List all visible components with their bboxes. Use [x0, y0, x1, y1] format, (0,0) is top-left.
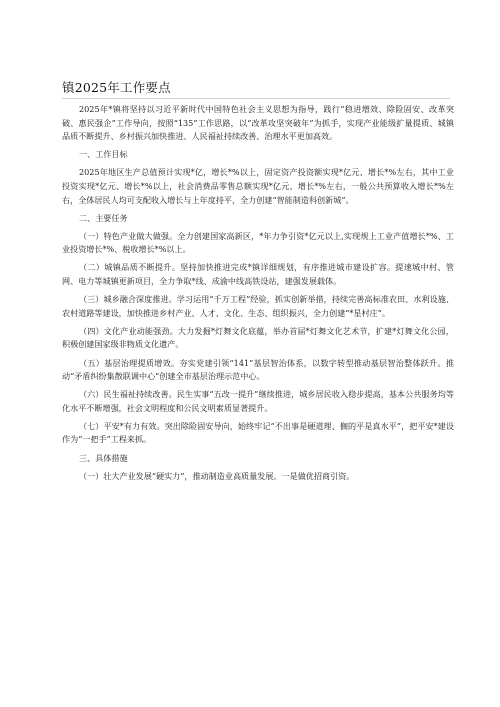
measures-paragraph-1: （一）壮大产业发展“硬实力”，推动制造业高质量发展。一是做优招商引资。: [79, 470, 355, 481]
document-title: 镇2025年工作要点: [62, 80, 171, 95]
task-paragraph-7: （七）平安*有力有效。突出除险固安导向，始终牢记“不出事是硬道理、搁的平是真水平”，把平安*建设作为“一把手”工程来抓。: [62, 420, 454, 445]
task-paragraph-2: （二）城镇品质不断提升。坚持加快推进完成*镇详细规划，有序推进城市建设扩容。提速城中村、管网、电力等城镇更新项目，全力争取*线、成渝中线高铁设站，建强发展载体。: [62, 262, 454, 287]
goals-paragraph: 2025年地区生产总值预计实现*亿，增长*%以上，固定资产投资额实现*亿元、增长*%左右，其中工业投资实现*亿元、增长*%以上，社会消费品零售总额实现*亿元、增长*%左右，一般公共预算收入增长*%左右，全体居民人均可支配收入增长与上年度持平，全力创建“智能制造科创新城”。: [62, 167, 454, 205]
title-divider: [62, 98, 450, 99]
section-heading-tasks: 二、主要任务: [79, 212, 128, 223]
document-body: [62, 103, 454, 483]
task-paragraph-4: （四）文化产业动能强劲。大力发掘*灯舞文化底蕴，举办首届*灯舞文化艺术节，扩建*灯舞文化公园，积极创建国家级非物质文化遗产。: [62, 325, 454, 350]
task-paragraph-1: （一）特色产业做大做强。全力创建国家高新区，*年力争引资*亿元以上,实现规上工业产值增长*%、工业投资增长*%、税收增长*%以上。: [62, 230, 454, 255]
section-heading-goals: 一、工作目标: [79, 149, 128, 160]
task-paragraph-6: （六）民生福祉持续改善。民生实事“五改一提升”继续推进，城乡居民收入稳步提高，基本公共服务均等化水平不断增强，社会文明程度和公民文明素质显著提升。: [62, 389, 454, 413]
task-paragraph-3: （三）城乡融合深度推进。学习运用“千万工程”经验，抓实创新举措，持续完善高标准农田、水利设施、农村道路等建设，加快推进乡村产业、人才、文化、生态、组织振兴，全力创建“*星村庄”。: [62, 294, 454, 318]
section-heading-measures: 三、具体措施: [79, 452, 128, 463]
task-paragraph-5: （五）基层治理提质增效。夯实党建引领“141”基层智治体系，以数字转型推动基层智治整体跃升。推动“矛盾纠纷集散联调中心”创建全市基层治理示范中心。: [62, 357, 454, 382]
intro-paragraph: 2025年*镇将坚持以习近平新时代中国特色社会主义思想为指导，践行“稳进增效、除险固安、改革突破、惠民强企”工作导向，按照“135”工作思路，以“改革攻坚突破年”为抓手，实现产业能级扩量提质、城镇品质不断提升、乡村振兴加快推进、人民福祉持续改善、治理水平更加高效。: [62, 104, 454, 142]
